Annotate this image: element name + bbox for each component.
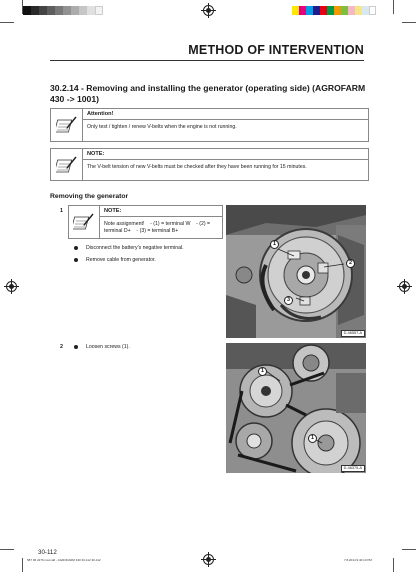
- page-number: 30-112: [38, 549, 57, 556]
- crop-mark: [0, 549, 14, 550]
- registration-mark-left: [6, 281, 17, 292]
- list-item: [74, 257, 156, 263]
- list-item-text: Disconnect the battery's negative terminal.: [86, 245, 184, 251]
- crop-mark: [22, 558, 23, 572]
- removing-heading: Removing the generator: [50, 193, 129, 200]
- divider: [82, 119, 368, 120]
- notepad-pen-icon: [51, 149, 83, 180]
- note-heading: NOTE:: [104, 208, 122, 214]
- callout-marker: 1: [270, 240, 279, 249]
- page-header-title: METHOD OF INTERVENTION: [188, 43, 364, 57]
- grayscale-calibration-strip: [23, 6, 103, 15]
- image-reference-tag: D-46375-A: [341, 465, 365, 472]
- divider: [99, 216, 222, 217]
- list-item-text: Remove cable from generator.: [86, 257, 156, 263]
- crop-mark: [402, 22, 416, 23]
- callout-marker: 2: [346, 259, 355, 268]
- color-calibration-strip: [292, 6, 376, 15]
- list-item: [74, 245, 184, 251]
- generator-terminals-photo: [226, 205, 366, 338]
- registration-mark-top: [203, 5, 214, 16]
- crop-mark: [393, 558, 394, 572]
- registration-mark-bottom: [203, 554, 214, 565]
- crop-mark: [0, 22, 14, 23]
- assignment-note: [68, 205, 223, 239]
- notepad-pen-icon: [69, 206, 100, 238]
- crop-mark: [402, 549, 416, 550]
- belt-screws-photo: [226, 343, 366, 473]
- divider: [82, 159, 368, 160]
- crop-mark: [22, 0, 23, 14]
- header-rule: [50, 60, 364, 61]
- note-heading: NOTE:: [87, 151, 105, 157]
- section-title: 30.2.14 - Removing and installing the generator (operating side) (AGROFARM 430 -> 1001): [50, 83, 366, 104]
- callout-marker: 1: [308, 434, 317, 443]
- callout-marker: 1: [258, 367, 267, 376]
- note-line: Note assignment! - (1) = terminal W - (2) =: [104, 221, 211, 227]
- image-reference-tag: D-46557-A: [341, 330, 365, 337]
- print-slug: 587 96 2276 ma.indd - AGROFARM 430 30-112 30-112: [27, 558, 101, 562]
- attention-text: Only test / tighten / renew V-belts when the engine is not running.: [87, 124, 237, 130]
- crop-mark: [393, 0, 394, 14]
- notepad-pen-icon: [51, 109, 83, 141]
- list-item-text: Loosen screws (1).: [86, 344, 130, 350]
- note-text: The V-belt tension of new V-belts must be checked after they have been running for 15 minutes.: [87, 164, 307, 170]
- print-slug: 7.8.2014 9:40:13 PM: [344, 558, 372, 562]
- list-item: [74, 344, 130, 350]
- attention-heading: Attention!: [87, 111, 114, 117]
- step-number: 2: [60, 344, 63, 350]
- registration-mark-right: [399, 281, 410, 292]
- belt-tension-note: [50, 148, 369, 181]
- callout-marker: 3: [284, 296, 293, 305]
- attention-note: [50, 108, 369, 142]
- note-line: terminal D+ - (3) = terminal B+: [104, 228, 179, 234]
- step-number: 1: [60, 208, 63, 214]
